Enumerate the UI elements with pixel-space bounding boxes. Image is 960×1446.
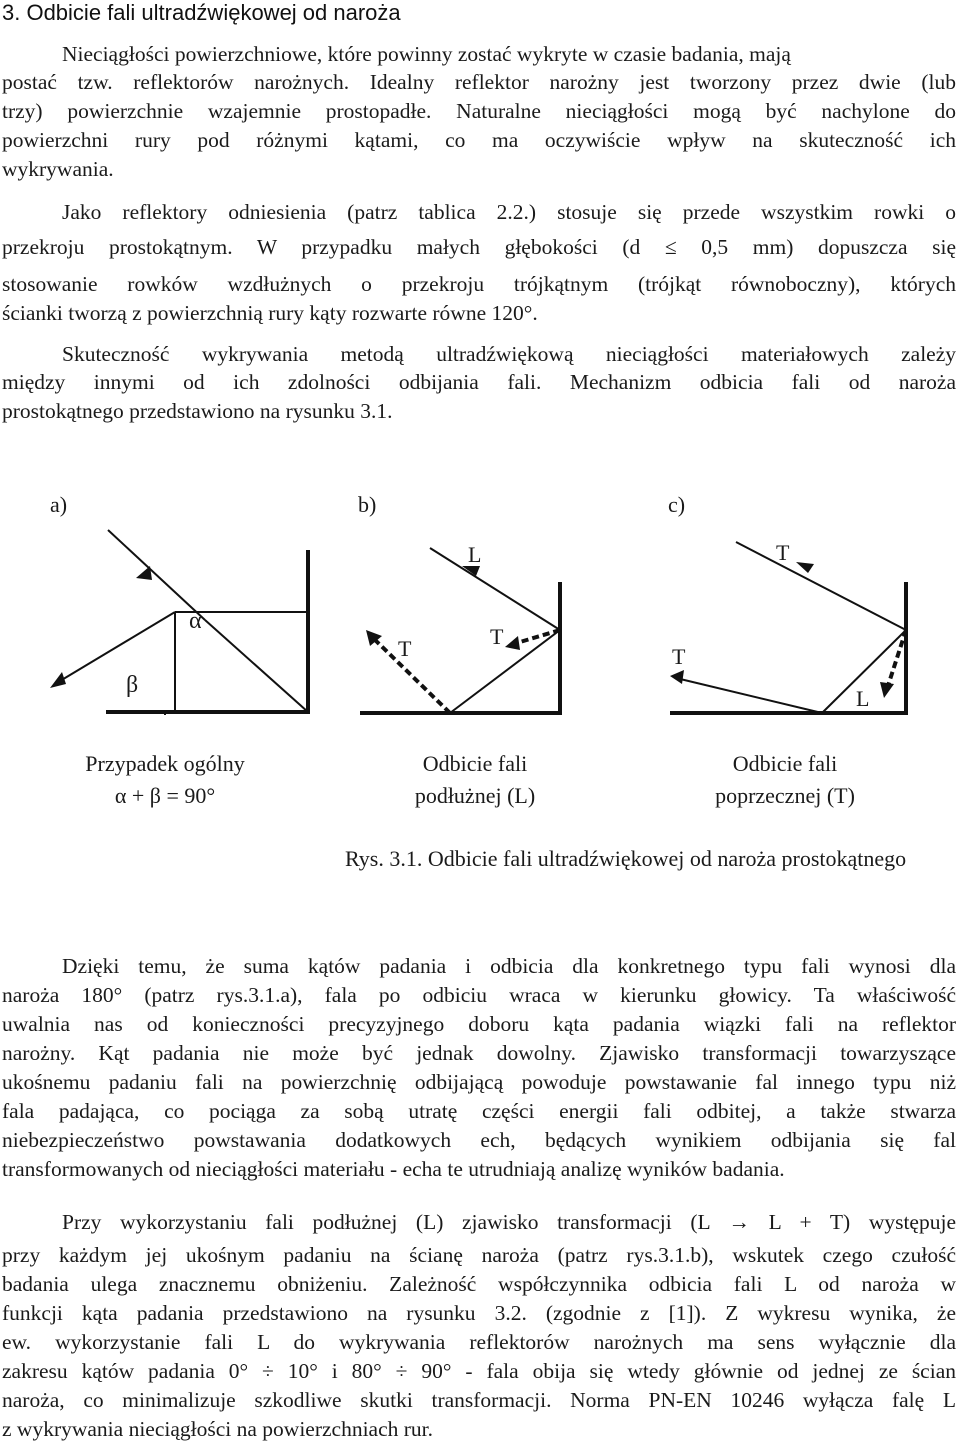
paragraph-5-line-7: naroża, co minimalizuje szkodliwe skutki transformacji. Norma PN-EN 10246 wyłącza falę L [2, 1388, 956, 1412]
paragraph-4-line-7: niebezpieczeństwo powstawania dodatkowych ech, będących wynikiem odbijania się fal [2, 1128, 956, 1152]
paragraph-1-line-3: trzy) powierzchnie wzajemnie prostopadłe. Naturalne nieciągłości mogą być nachylone do [2, 99, 956, 123]
paragraph-3-line-3: prostokątnego przedstawiono na rysunku 3.1. [2, 399, 393, 423]
panel-b-caption-line-1: Odbicie fali [422, 751, 528, 776]
paragraph-5-line-2: przy każdym jej ukośnym padaniu na ścianę naroża (patrz rys.3.1.b), wskutek czego czułość [2, 1243, 956, 1267]
paragraph-2-line-2: przekroju prostokątnym. W przypadku małych głębokości (d ≤ 0,5 mm) dopuszcza się [2, 235, 956, 259]
ray-segment-a [205, 620, 308, 712]
paragraph-5-line-6: zakresu kątów padania 0° ÷ 10° i 80° ÷ 90° - fala obija się wtedy głównie od jednej ze ścian [2, 1359, 956, 1383]
panel-a [50, 492, 310, 715]
beta-symbol: β [126, 672, 139, 698]
paragraph-1-line-4: powierzchni rury pod różnymi kątami, co ma oczywiście wpływ na skuteczność ich [2, 128, 956, 152]
panel-a-label: a) [50, 492, 68, 517]
arrow-head-a-2 [50, 672, 66, 688]
paragraph-4-line-1: Dzięki temu, że suma kątów padania i odbicia dla konkretnego typu fali wynosi dla [62, 954, 956, 978]
wave-T-label-b-right: T [490, 624, 504, 649]
paragraph-2-line-4: ścianki tworzą z powierzchnią rury kąty rozwarte równe 120°. [2, 301, 538, 325]
incident-ray-a [108, 530, 205, 620]
section-heading: 3. Odbicie fali ultradźwiękowej od naroża [2, 0, 401, 25]
arrow-head-b-2 [366, 630, 382, 646]
paragraph-2-line-1: Jako reflektory odniesienia (patrz tablica 2.2.) stosuje się przede wszystkim rowki o [62, 200, 956, 224]
panel-b-caption-line-2: podłużnej (L) [414, 783, 536, 808]
arrow-head-c-1 [796, 562, 814, 573]
incident-ray-c [736, 542, 906, 630]
paragraph-4-line-5: ukośnemu padaniu fali na powierzchnię odbijającą powoduje powstawanie fal innego typu niż [2, 1070, 956, 1094]
panel-b-label: b) [358, 492, 377, 517]
wave-T-label-c-left: T [672, 644, 686, 669]
paragraph-5-line-4: funkcji kąta padania przedstawiono na rysunku 3.2. (zgodnie z [1]). Z wykresu wynika, że [2, 1301, 956, 1325]
alpha-symbol: α [189, 608, 202, 634]
paragraph-5-line-8: z wykrywania nieciągłości na powierzchniach rur. [2, 1417, 434, 1441]
paragraph-4-line-3: uwalnia nas od konieczności precyzyjnego doboru kąta padania wiązki fali na reflektor [2, 1012, 956, 1036]
return-ray-a [55, 612, 175, 684]
panel-c [668, 492, 908, 715]
panel-c-caption-line-2: poprzecznej (T) [715, 783, 855, 808]
paragraph-3-line-1: Skuteczność wykrywania metodą ultradźwiękową nieciągłości materiałowych zależy [62, 342, 956, 366]
panel-a-caption-line-1: Przypadek ogólny [85, 751, 245, 776]
arrow-head-a-1 [136, 566, 152, 580]
paragraph-2-line-3: stosowanie rowków wzdłużnych o przekroju trójkątnym (trójkąt równoboczny), których [2, 272, 956, 296]
arrow-head-c-2 [670, 670, 684, 684]
return-ray-c [676, 678, 822, 713]
figure-caption: Rys. 3.1. Odbicie fali ultradźwiękowej od naroża prostokątnego [345, 846, 907, 871]
paragraph-5-line-3: badania ulega znacznemu obniżeniu. Zależność współczynnika odbicia fali L od naroża w [2, 1272, 956, 1296]
paragraph-5-line-5: ew. wykorzystanie fali L do wykrywania reflektorów narożnych ma sens wyłącznie dla [2, 1330, 956, 1354]
panel-c-label: c) [668, 492, 686, 517]
wave-T-label-c-top: T [776, 540, 790, 565]
paragraph-1-line-5: wykrywania. [2, 157, 114, 181]
paragraph-4-line-2: naroża 180° (patrz rys.3.1.a), fala po odbiciu wraca w kierunku głowicy. Ta właściwość [2, 983, 956, 1007]
paragraph-1-line-2: postać tzw. reflektorów narożnych. Idealny reflektor narożny jest tworzony przez dwie (lub [2, 70, 956, 94]
wave-L-label-c: L [856, 686, 870, 711]
paragraph-4-line-6: fala padająca, co pociąga za sobą utratę części energii fali odbitej, a także stwarza [2, 1099, 956, 1123]
incident-ray-b [430, 548, 560, 630]
panel-b [358, 492, 560, 715]
arrow-head-c-3 [880, 682, 894, 698]
panel-c-caption-line-1: Odbicie fali [732, 751, 838, 776]
wave-T-label-b-left: T [398, 636, 412, 661]
paragraph-1-line-1: Nieciągłości powierzchniowe, które powinny zostać wykryte w czasie badania, mają [62, 42, 791, 66]
paragraph-5-line-1: Przy wykorzystaniu fali podłużnej (L) zjawisko transformacji (L → L + T) występuje [62, 1210, 956, 1234]
paragraph-4-line-8: transformowanych od nieciągłości materiału - echa te utrudniają analizę wyników badania. [2, 1157, 785, 1181]
paragraph-3-line-2: między innymi od ich zdolności odbijania fali. Mechanizm odbicia fali od naroża [2, 370, 956, 394]
panel-a-caption-line-2: α + β = 90° [114, 783, 216, 808]
arrow-head-b-3 [505, 636, 520, 650]
paragraph-4-line-4: narożny. Kąt padania nie może być jednak dowolny. Zjawisko transformacji towarzyszące [2, 1041, 956, 1065]
wave-L-label-b: L [468, 542, 482, 567]
